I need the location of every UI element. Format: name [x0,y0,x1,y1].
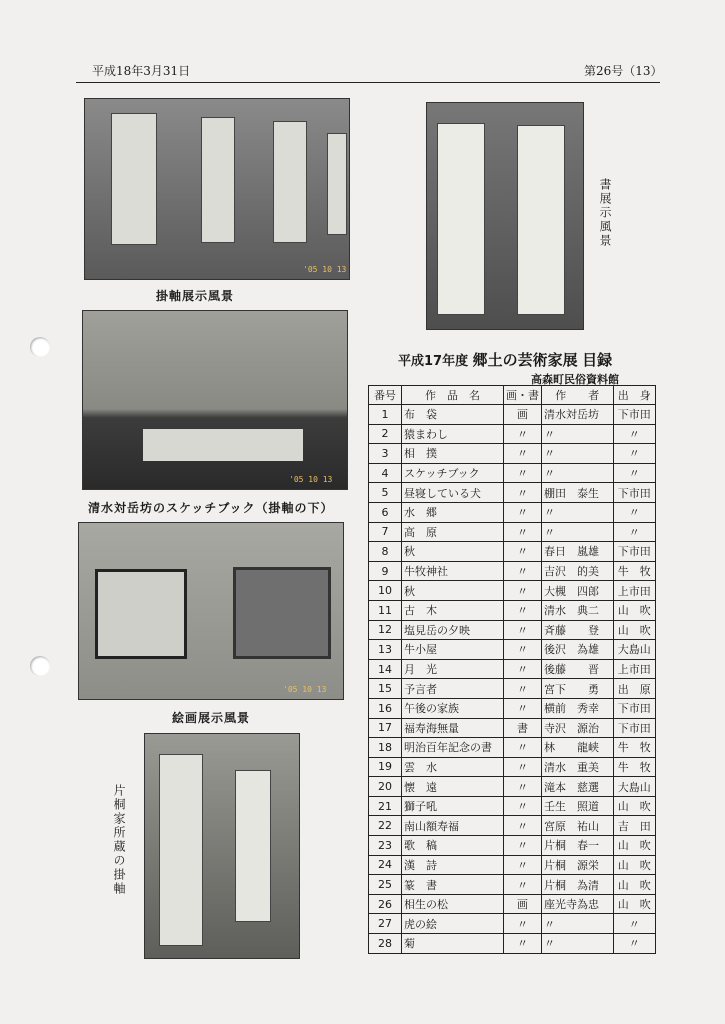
photo-katagiri-scrolls [144,733,300,959]
cell-no: 24 [369,855,402,875]
col-header-title: 作 品 名 [402,386,504,405]
cell-type: 〃 [504,483,542,503]
cell-artist: 〃 [542,934,614,954]
cell-no: 2 [369,424,402,444]
catalog-title-main: 郷土の芸術家展 [472,351,578,369]
cell-no: 15 [369,679,402,699]
table-row [369,600,656,620]
cell-title: 古 木 [402,600,504,620]
cell-artist: 清水 重美 [542,757,614,777]
table-row [369,502,656,522]
calligraphy-scroll-left [437,123,485,315]
cell-title: 菊 [402,934,504,954]
cell-artist: 〃 [542,522,614,542]
photo-date-stamp: '05 10 13 [289,475,333,484]
cell-title: 水 郷 [402,502,504,522]
cell-type: 〃 [504,620,542,640]
cell-origin: 〃 [613,914,656,934]
cell-title: 獅子吼 [402,796,504,816]
cell-origin: 〃 [613,424,656,444]
cell-type: 〃 [504,542,542,562]
cell-no: 10 [369,581,402,601]
table-row [369,620,656,640]
cell-no: 4 [369,463,402,483]
cell-title: 明治百年記念の書 [402,738,504,758]
table-row [369,777,656,797]
cell-title: 歌 稿 [402,836,504,856]
cell-title: 秋 [402,581,504,601]
cell-type: 〃 [504,698,542,718]
caption-painting: 絵画展示風景 [172,711,251,725]
cell-origin: 出 原 [613,679,656,699]
cell-no: 13 [369,640,402,660]
cell-type: 〃 [504,816,542,836]
cell-origin: 牛 牧 [613,738,656,758]
cell-artist: 林 龍峡 [542,738,614,758]
col-header-type: 画・書 [504,386,542,405]
cell-title: 高 原 [402,522,504,542]
cell-title: 漢 詩 [402,855,504,875]
cell-artist: 清水 典二 [542,600,614,620]
cell-origin: 〃 [613,934,656,954]
cell-title: 牛小屋 [402,640,504,660]
catalog-title-suffix: 目録 [582,351,613,369]
table-row [369,640,656,660]
table-row [369,816,656,836]
table-row [369,542,656,562]
table-row [369,444,656,464]
table-row [369,738,656,758]
table-row [369,875,656,895]
cell-artist: 後沢 為雄 [542,640,614,660]
cell-artist: 滝本 慈選 [542,777,614,797]
cell-title: 塩見岳の夕映 [402,620,504,640]
cell-origin: 下市田 [613,405,656,425]
cell-no: 17 [369,718,402,738]
painting-right [233,567,331,659]
cell-title: 猿まわし [402,424,504,444]
cell-artist: 斉藤 登 [542,620,614,640]
cell-origin: 上市田 [613,659,656,679]
cell-artist: 〃 [542,444,614,464]
sketchbook-open [143,429,303,461]
cell-artist: 片桐 為清 [542,875,614,895]
cell-title: 福寿海無量 [402,718,504,738]
catalog-title-era: 平成17年度 [398,354,469,369]
cell-artist: 横前 秀幸 [542,698,614,718]
cell-title: スケッチブック [402,463,504,483]
cell-origin: 下市田 [613,698,656,718]
table-row [369,463,656,483]
cell-no: 12 [369,620,402,640]
cell-title: 雲 水 [402,757,504,777]
cell-type: 〃 [504,738,542,758]
cell-origin: 〃 [613,522,656,542]
cell-title: 相生の松 [402,894,504,914]
header-rule [76,82,660,83]
cell-type: 〃 [504,777,542,797]
cell-type: 〃 [504,796,542,816]
cell-title: 南山額寿福 [402,816,504,836]
cell-origin: 山 吹 [613,855,656,875]
cell-type: 書 [504,718,542,738]
cell-origin: 大島山 [613,640,656,660]
table-row [369,894,656,914]
catalog-title [398,349,612,370]
cell-no: 27 [369,914,402,934]
caption-hanging-scroll: 掛軸展示風景 [156,289,235,303]
cell-type: 〃 [504,875,542,895]
cell-artist: 寺沢 源治 [542,718,614,738]
caption-katagiri: 片桐家所蔵の掛軸 [112,784,126,896]
table-row [369,698,656,718]
table-row [369,522,656,542]
catalog-table [368,385,656,954]
catalog-publisher: 高森町民俗資料館 [531,373,619,386]
cell-origin: 牛 牧 [613,561,656,581]
cell-type: 〃 [504,640,542,660]
cell-type: 〃 [504,581,542,601]
cell-origin: 上市田 [613,581,656,601]
cell-origin: 吉 田 [613,816,656,836]
cell-no: 14 [369,659,402,679]
cell-artist: 座光寺為忠 [542,894,614,914]
col-header-artist: 作 者 [542,386,614,405]
photo-date-stamp: '05 10 13 [283,685,327,694]
catalog-header-row [369,386,656,405]
table-row [369,796,656,816]
cell-origin: 〃 [613,463,656,483]
cell-no: 26 [369,894,402,914]
cell-no: 9 [369,561,402,581]
cell-no: 1 [369,405,402,425]
photo-date-stamp: '05 10 13 [303,265,347,274]
cell-no: 25 [369,875,402,895]
table-row [369,855,656,875]
cell-type: 〃 [504,914,542,934]
cell-origin: 下市田 [613,483,656,503]
table-row [369,934,656,954]
table-row [369,581,656,601]
cell-type: 〃 [504,659,542,679]
scroll-4 [327,133,347,235]
cell-artist: 〃 [542,914,614,934]
cell-origin: 下市田 [613,542,656,562]
cell-type: 〃 [504,561,542,581]
cell-artist: 宮下 勇 [542,679,614,699]
cell-title: 懐 遠 [402,777,504,797]
cell-no: 7 [369,522,402,542]
cell-no: 6 [369,502,402,522]
col-header-origin: 出 身 [613,386,656,405]
photo-sketchbook [82,310,348,490]
photo-calligraphy-display [426,102,584,330]
cell-type: 〃 [504,855,542,875]
cell-artist: 棚田 泰生 [542,483,614,503]
katagiri-scroll-left [159,754,203,946]
cell-no: 19 [369,757,402,777]
caption-sketchbook: 清水対岳坊のスケッチブック（掛軸の下） [88,501,334,515]
cell-origin: 山 吹 [613,894,656,914]
cell-no: 3 [369,444,402,464]
cell-type: 〃 [504,424,542,444]
cell-no: 16 [369,698,402,718]
cell-origin: 牛 牧 [613,757,656,777]
cell-artist: 宮原 祐山 [542,816,614,836]
cell-no: 22 [369,816,402,836]
cell-title: 予言者 [402,679,504,699]
cell-no: 21 [369,796,402,816]
header-date: 平成18年3月31日 [92,64,191,78]
table-row [369,424,656,444]
cell-artist: 〃 [542,424,614,444]
cell-artist: 壬生 照道 [542,796,614,816]
cell-type: 〃 [504,679,542,699]
cell-type: 〃 [504,463,542,483]
cell-type: 〃 [504,444,542,464]
cell-origin: 〃 [613,444,656,464]
cell-no: 8 [369,542,402,562]
calligraphy-scroll-right [517,125,565,315]
binder-hole-top [30,337,50,357]
table-row [369,718,656,738]
cell-artist: 〃 [542,502,614,522]
table-row [369,836,656,856]
cell-origin: 山 吹 [613,600,656,620]
cell-artist: 吉沢 的美 [542,561,614,581]
cell-origin: 山 吹 [613,836,656,856]
cell-title: 篆 書 [402,875,504,895]
katagiri-scroll-right [235,770,271,922]
cell-title: 午後の家族 [402,698,504,718]
cell-artist: 片桐 源栄 [542,855,614,875]
cell-origin: 〃 [613,502,656,522]
scroll-2 [201,117,235,243]
scroll-1 [111,113,157,245]
cell-title: 相 撲 [402,444,504,464]
catalog-body [369,405,656,954]
table-row [369,405,656,425]
cell-artist: 春日 嵐雄 [542,542,614,562]
cell-no: 28 [369,934,402,954]
cell-origin: 山 吹 [613,875,656,895]
cell-origin: 山 吹 [613,620,656,640]
photo-hanging-scroll-display [84,98,350,280]
painting-left [95,569,187,659]
cell-artist: 片桐 春一 [542,836,614,856]
cell-type: 〃 [504,522,542,542]
scroll-3 [273,121,307,243]
table-row [369,483,656,503]
cell-title: 昼寝している犬 [402,483,504,503]
cell-type: 〃 [504,934,542,954]
header-issue: 第26号（13） [584,64,663,78]
caption-calligraphy: 書展示風景 [598,178,612,248]
cell-artist: 大槻 四郎 [542,581,614,601]
cell-artist: 〃 [542,463,614,483]
table-row [369,679,656,699]
binder-hole-bottom [30,656,50,676]
cell-artist: 清水対岳坊 [542,405,614,425]
col-header-no: 番号 [369,386,402,405]
cell-no: 11 [369,600,402,620]
table-row [369,757,656,777]
cell-type: 画 [504,894,542,914]
cell-artist: 後藤 晋 [542,659,614,679]
cell-title: 月 光 [402,659,504,679]
table-row [369,561,656,581]
photo-painting-display [78,522,344,700]
cell-title: 布 袋 [402,405,504,425]
cell-title: 虎の絵 [402,914,504,934]
cell-title: 牛牧神社 [402,561,504,581]
cell-title: 秋 [402,542,504,562]
cell-origin: 下市田 [613,718,656,738]
cell-no: 23 [369,836,402,856]
cell-type: 〃 [504,502,542,522]
cell-type: 〃 [504,836,542,856]
cell-type: 〃 [504,600,542,620]
cell-origin: 大島山 [613,777,656,797]
cell-no: 5 [369,483,402,503]
cell-no: 20 [369,777,402,797]
table-row [369,914,656,934]
cell-no: 18 [369,738,402,758]
table-row [369,659,656,679]
cell-origin: 山 吹 [613,796,656,816]
cell-type: 画 [504,405,542,425]
cell-type: 〃 [504,757,542,777]
